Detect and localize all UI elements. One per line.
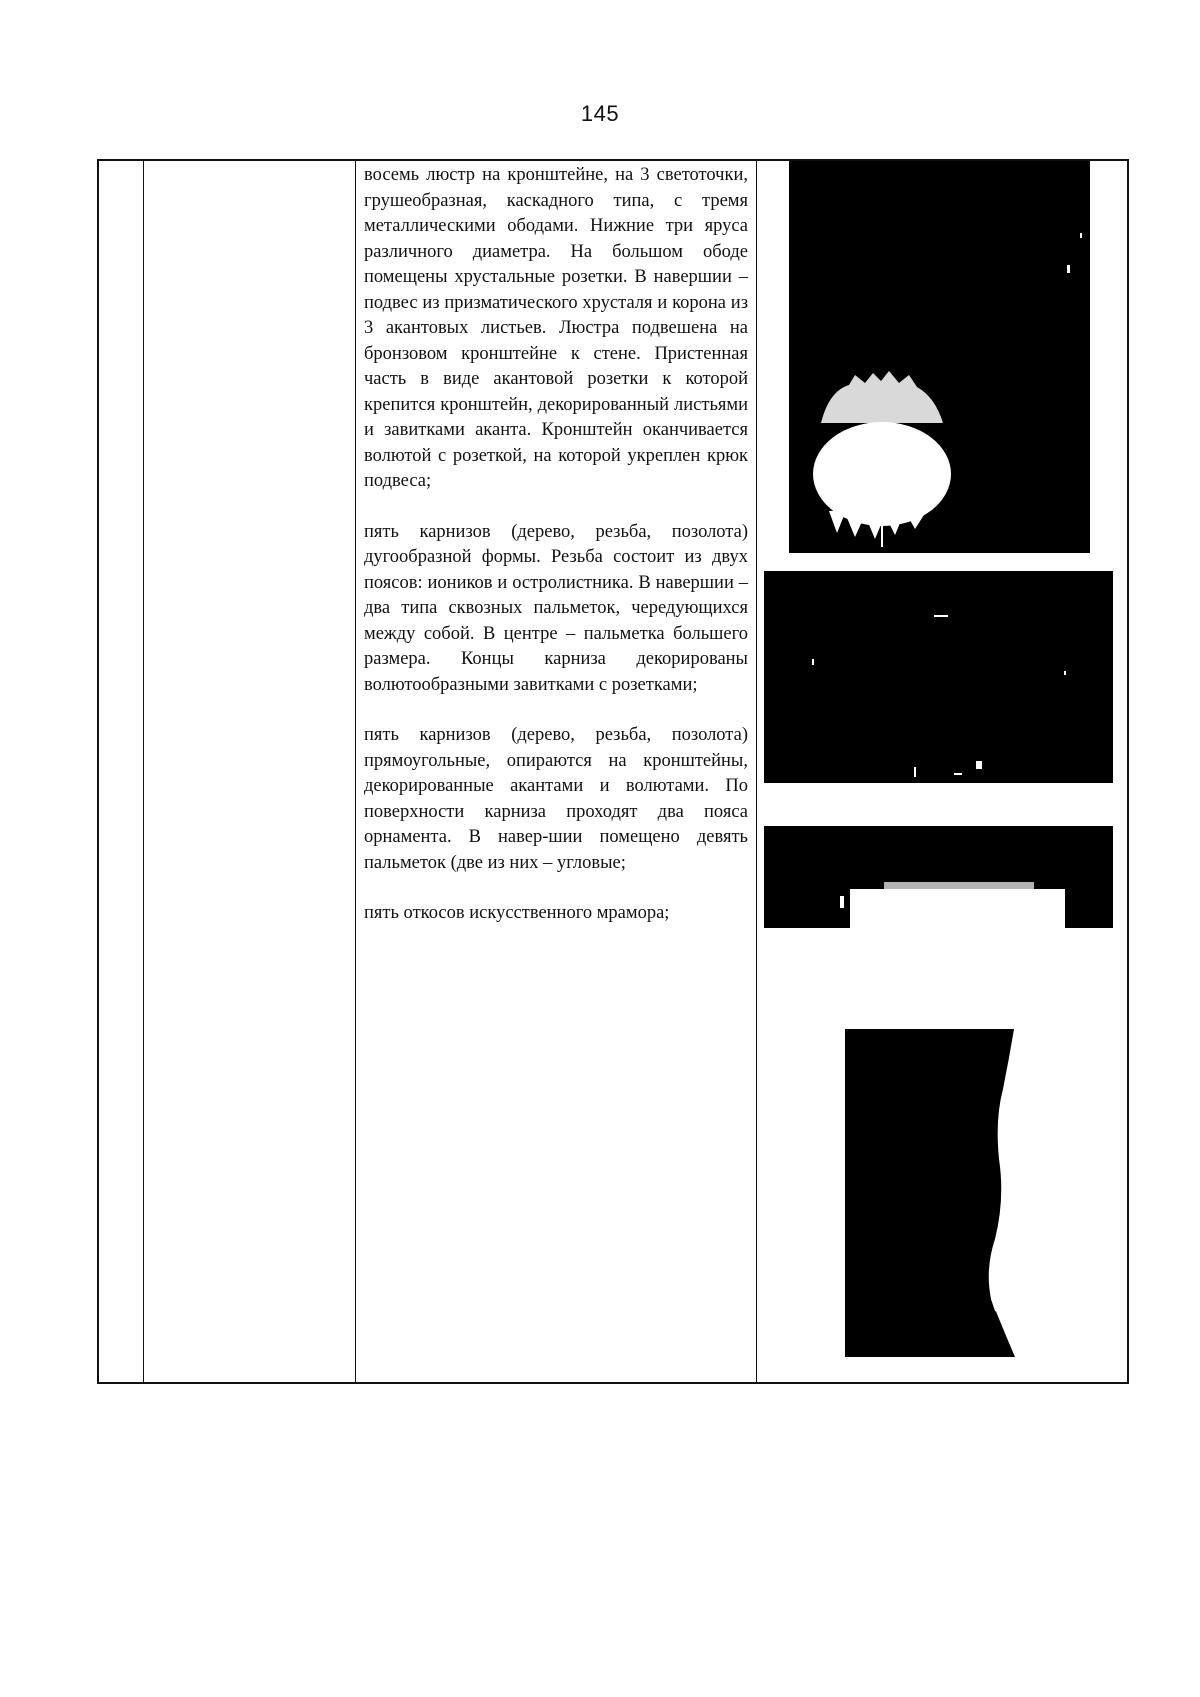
column-divider-1 [143, 161, 144, 1382]
inventory-table [97, 159, 1129, 1384]
rectangular-cornice-photo [764, 826, 1113, 928]
chandelier-photo [789, 161, 1090, 553]
description-column [364, 163, 748, 927]
entry-arched-cornices: пять карнизов (дерево, резьба, позолота) дугообразной формы. Резьба состоит из двух поясов: иоников и остролистника. В навершии – два типа сквозных пальметок, чередующихся между собой. В центре – пальметка большего размера. Концы карниза декорированы волютообразными завитками с розетками; [364, 521, 748, 695]
column-divider-3 [756, 161, 757, 1382]
entry-marble-slopes: пять откосов искусственного мрамора; [364, 903, 670, 923]
column-divider-2 [355, 161, 356, 1382]
entry-rectangular-cornices: пять карнизов (дерево, резьба, позолота) прямоугольные, опираются на кронштейны, декорированные акантами и волютами. По поверхности карниза проходят два пояса орнамента. В навер-шии помещено девять пальметок (две из них – угловые; [364, 725, 748, 873]
arched-cornice-photo [764, 571, 1113, 783]
marble-slope-photo [845, 1029, 1032, 1357]
entry-chandeliers: восемь люстр на кронштейне, на 3 светоточки, грушеобразная, каскадного типа, с тремя металлическими ободами. Нижние три яруса различного диаметра. На большом ободе помещены хрустальные розетки. В навершии – подвес из призматического хрусталя и корона из 3 акантовых листьев. Люстра подвешена на бронзовом кронштейне к стене. Пристенная часть в виде акантовой розетки к которой крепится кронштейн, декорированный листьями и завитками аканта. Кронштейн оканчивается волютой с розеткой, на которой укреплен крюк подвеса; [364, 165, 748, 491]
page-number: 145 [580, 101, 620, 126]
